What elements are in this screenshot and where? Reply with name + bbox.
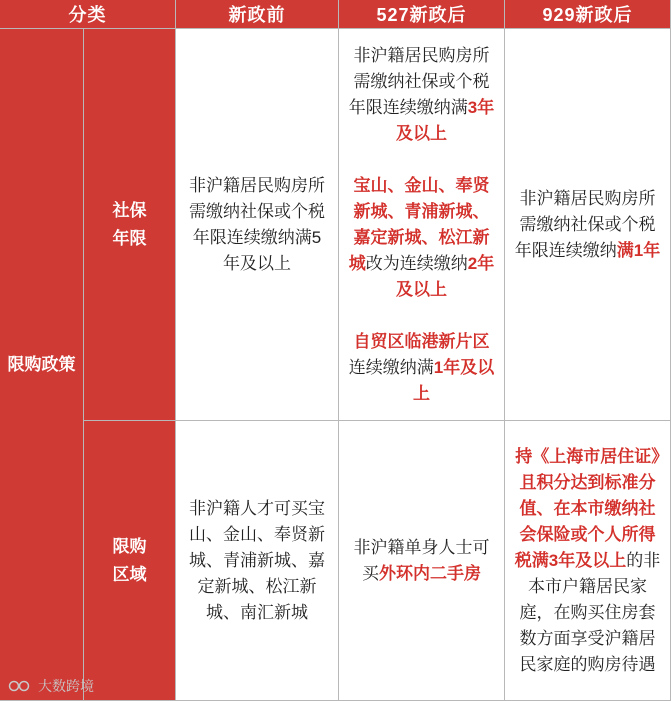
paragraph (512, 186, 663, 264)
row-label-purchase-area (84, 421, 176, 701)
highlight-text: 1年及以上 (413, 357, 495, 403)
social-before-text (189, 173, 325, 277)
row-label-line: 年限 (112, 228, 147, 248)
highlight-text: 外环内二手房 (379, 563, 481, 583)
highlight-text: 宝山、金山、奉贤新城、青浦新城、嘉定新城、松江新城 (348, 175, 490, 273)
highlight-text: 满1年 (616, 240, 661, 260)
policy-label: 限购政策 (0, 29, 84, 701)
plain-text: 连续缴纳满 (348, 357, 434, 377)
row-label-line: 社保 (112, 200, 147, 220)
paragraph: 非沪籍人才可买宝山、金山、奉贤新城、青浦新城、嘉定新城、松江新城、南汇新城 (189, 498, 325, 622)
social-after-929-cell (505, 29, 671, 421)
text-line: 非沪籍居民购房所 (189, 175, 325, 195)
social-before-cell (176, 29, 339, 421)
text-line: 需缴纳社保或个税 (189, 201, 325, 221)
area-before-cell (176, 421, 339, 701)
plain-text: 的非本市户籍居民家庭，在购买住房套数方面享受沪籍居民家庭的购房待遇 (519, 550, 661, 674)
header-after-527: 527新政后 (339, 0, 505, 29)
plain-text: 非沪籍居民购房所需缴纳社保或个税年限连续缴纳 (514, 188, 656, 260)
header-before: 新政前 (176, 0, 339, 29)
social-after-527-cell (339, 29, 505, 421)
row-label-social-security (84, 29, 176, 421)
plain-text: 非沪籍居民购房所需缴纳社保或个税年限连续缴纳满 (348, 45, 490, 117)
paragraph (346, 173, 497, 303)
header-category: 分类 (0, 0, 176, 29)
text-line: 年及以上 (223, 253, 291, 273)
text-line: 年限连续缴纳满5 (192, 227, 322, 247)
highlight-text: 3年及以上 (396, 97, 495, 143)
row-label-line: 限购 (112, 536, 147, 556)
area-after-929-cell (505, 421, 671, 701)
paragraph (346, 329, 497, 407)
paragraph (512, 444, 663, 678)
area-after-527-cell (339, 421, 505, 701)
row-label-line: 区域 (112, 564, 147, 584)
plain-text: 改为连续缴纳 (365, 253, 468, 273)
paragraph (346, 43, 497, 147)
header-after-929: 929新政后 (505, 0, 671, 29)
social-after-527-text (346, 43, 497, 407)
highlight-text: 自贸区临港新片区 (353, 331, 490, 351)
highlight-text: 2年及以上 (396, 253, 495, 299)
highlight-text: 持《上海市居住证》且积分达到标准分值、在本市缴纳社会保险或个人所得税满3年及以上 (514, 446, 660, 570)
paragraph (346, 535, 497, 587)
watermark-text: 大数跨境 (38, 678, 94, 694)
plain-text: 非沪籍单身人士可买 (353, 537, 490, 583)
